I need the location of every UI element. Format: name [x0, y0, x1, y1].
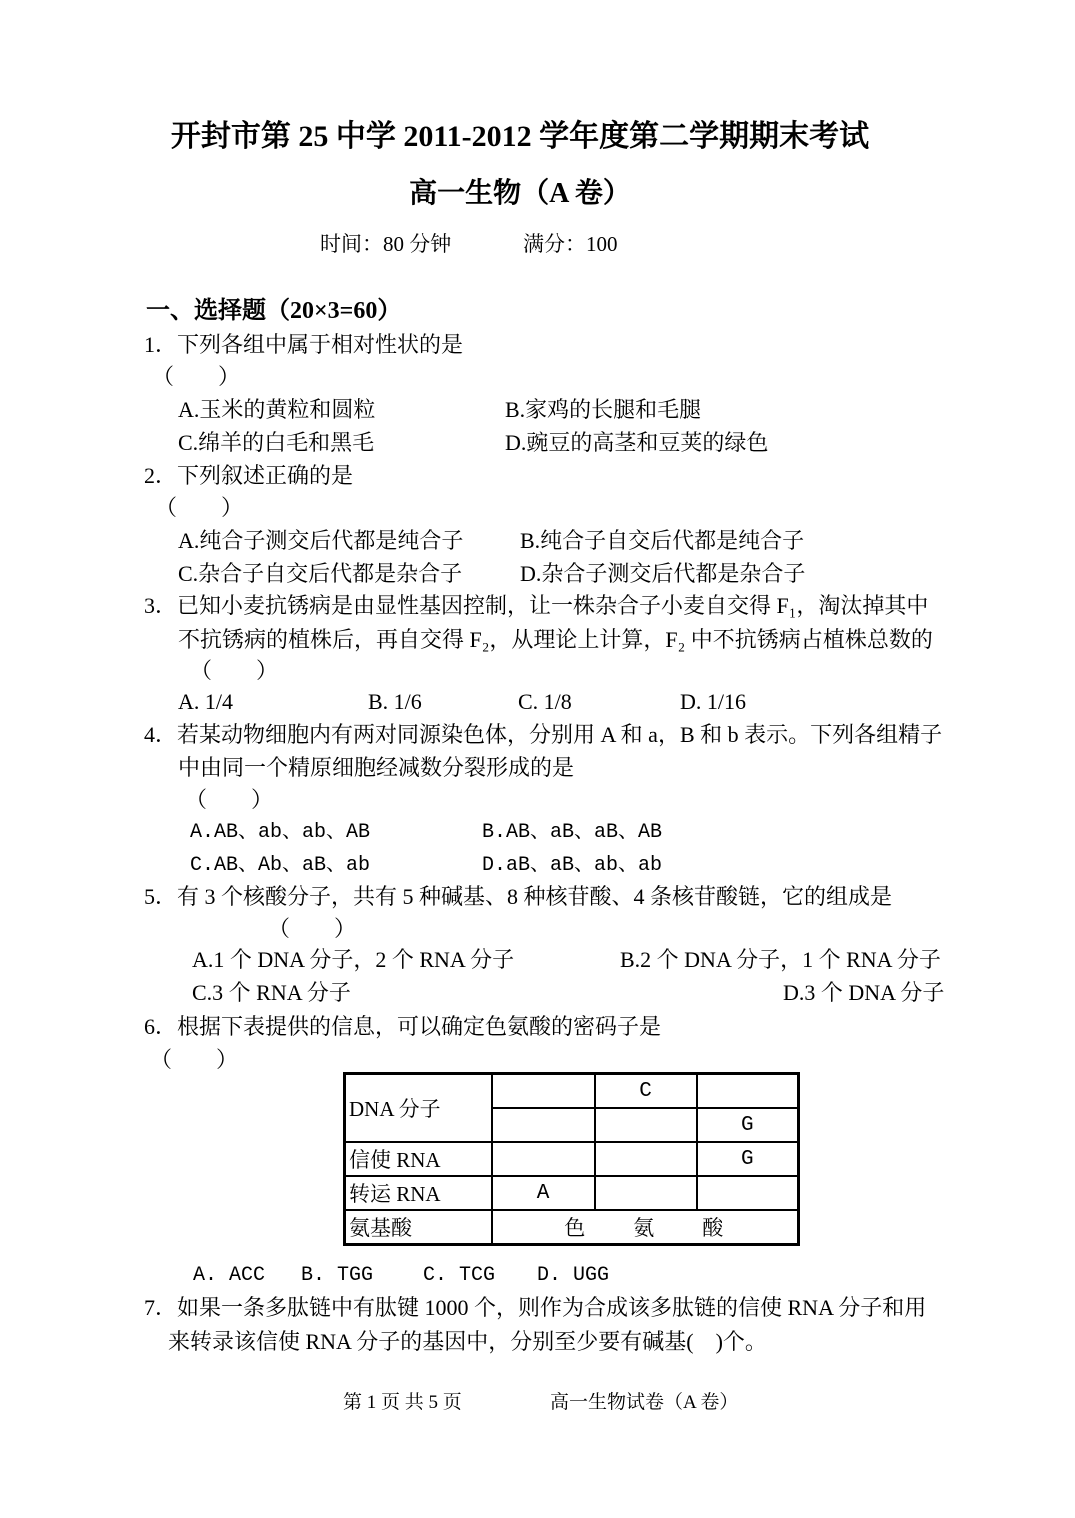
question-7-stem-line-1: 7．如果一条多肽链中有肽键 1000 个，则作为合成该多肽链的信使 RNA 分子和用	[144, 1295, 927, 1320]
question-1-option-a: A.玉米的黄粒和圆粒	[178, 397, 376, 422]
exam-subtitle: 高一生物（A 卷）	[409, 178, 631, 209]
question-6-option-d: D. UGG	[537, 1264, 610, 1287]
table-row-amino-acid	[345, 1210, 799, 1245]
question-4-option-d: D.aB、aB、ab、ab	[482, 854, 663, 877]
question-4-option-a: A.AB、ab、ab、AB	[190, 821, 371, 844]
question-4-stem-line-1: 4．若某动物细胞内有两对同源染色体，分别用 A 和 a，B 和 b 表示。下列各组精子	[144, 722, 943, 747]
question-5-option-a: A.1 个 DNA 分子，2 个 RNA 分子	[192, 947, 515, 972]
question-2-option-a: A.纯合子测交后代都是纯合子	[178, 528, 464, 553]
question-1-option-d: D.豌豆的高茎和豆荚的绿色	[505, 430, 769, 455]
codon-table	[343, 1072, 800, 1246]
question-6-stem: 6．根据下表提供的信息，可以确定色氨酸的密码子是	[144, 1014, 662, 1039]
question-3-option-a: A. 1/4	[178, 689, 233, 714]
question-3-stem-line-2: 不抗锈病的植株后，再自交得 F₂，从理论上计算，F₂ 中不抗锈病占植株总数的	[178, 627, 933, 652]
question-2-option-c: C.杂合子自交后代都是杂合子	[178, 561, 463, 586]
question-3-option-d: D. 1/16	[680, 689, 746, 714]
question-5-stem: 5．有 3 个核酸分子，共有 5 种碱基、8 种核苷酸、4 条核苷酸链，它的组成是	[144, 884, 893, 909]
transfer-rna-label: 转运 RNA	[345, 1176, 492, 1210]
messenger-rna-label: 信使 RNA	[345, 1142, 492, 1176]
question-5-answer-blank: （ ）	[268, 916, 357, 941]
exam-full-score: 满分：100	[523, 232, 618, 256]
dna-bottom-cell-1	[492, 1108, 595, 1142]
question-2-option-d: D.杂合子测交后代都是杂合子	[520, 561, 806, 586]
question-3-answer-blank: （ ）	[190, 658, 279, 683]
question-2-option-b: B.纯合子自交后代都是纯合子	[520, 528, 805, 553]
mrna-cell-1	[492, 1142, 595, 1176]
question-6-option-b: B. TGG	[301, 1264, 374, 1287]
table-row-mrna	[345, 1142, 799, 1176]
question-5-option-d: D.3 个 DNA 分子	[783, 980, 945, 1005]
question-4-option-b: B.AB、aB、aB、AB	[482, 821, 663, 844]
question-4-option-c: C.AB、Ab、aB、ab	[190, 854, 371, 877]
question-1-option-c: C.绵羊的白毛和黑毛	[178, 430, 375, 455]
question-2-stem: 2．下列叙述正确的是	[144, 463, 354, 488]
question-3-option-c: C. 1/8	[518, 689, 572, 714]
mrna-cell-2	[595, 1142, 697, 1176]
dna-top-cell-3	[697, 1074, 799, 1109]
trna-cell-3	[697, 1176, 799, 1210]
question-6-answer-blank: （ ）	[150, 1047, 239, 1072]
dna-top-cell-2: C	[595, 1074, 697, 1109]
question-3-stem-line-1: 3．已知小麦抗锈病是由显性基因控制，让一株杂合子小麦自交得 F₁，淘汰掉其中	[144, 593, 929, 618]
question-6-option-c: C. TCG	[423, 1264, 496, 1287]
footer-doc-title: 高一生物试卷（A 卷）	[550, 1392, 739, 1413]
question-5-option-c: C.3 个 RNA 分子	[192, 980, 351, 1005]
dna-top-cell-1	[492, 1074, 595, 1109]
question-3-option-b: B. 1/6	[368, 689, 422, 714]
question-7-stem-line-2: 来转录该信使 RNA 分子的基因中，分别至少要有碱基( )个。	[168, 1329, 767, 1354]
question-6-option-a: A. ACC	[193, 1264, 266, 1287]
trna-cell-1: A	[492, 1176, 595, 1210]
footer-page-number: 第 1 页 共 5 页	[343, 1392, 462, 1413]
question-1-stem: 1．下列各组中属于相对性状的是	[144, 332, 464, 357]
question-5-option-b: B.2 个 DNA 分子，1 个 RNA 分子	[620, 947, 941, 972]
exam-title: 开封市第 25 中学 2011-2012 学年度第二学期期末考试	[170, 120, 870, 153]
amino-acid-label: 氨基酸	[345, 1210, 492, 1245]
table-row-trna	[345, 1176, 799, 1210]
section-heading: 一、选择题（20×3=60）	[146, 298, 402, 324]
table-row-dna-top	[345, 1074, 799, 1109]
amino-acid-value: 色 氨 酸	[492, 1210, 799, 1245]
trna-cell-2	[595, 1176, 697, 1210]
question-1-answer-blank: （ ）	[152, 364, 241, 389]
dna-bottom-cell-3: G	[697, 1108, 799, 1142]
question-1-option-b: B.家鸡的长腿和毛腿	[505, 397, 702, 422]
question-4-answer-blank: （ ）	[185, 787, 274, 812]
dna-bottom-cell-2	[595, 1108, 697, 1142]
question-4-stem-line-2: 中由同一个精原细胞经减数分裂形成的是	[178, 755, 575, 780]
exam-time: 时间：80 分钟	[320, 232, 452, 256]
question-2-answer-blank: （ ）	[155, 495, 244, 520]
dna-molecule-label: DNA 分子	[345, 1074, 492, 1143]
mrna-cell-3: G	[697, 1142, 799, 1176]
